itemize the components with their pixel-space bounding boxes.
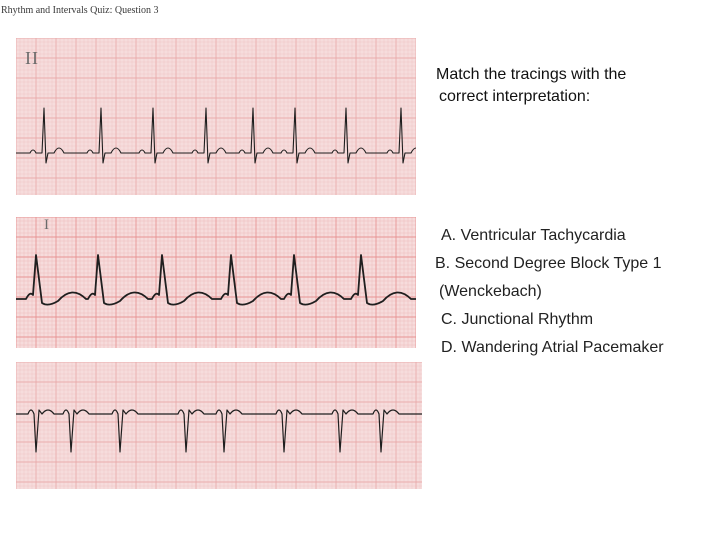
prompt-line-1: Match the tracings with the — [436, 66, 627, 83]
answer-options — [435, 222, 717, 362]
lead-label-1: II — [25, 48, 39, 68]
ecg-strip-2 — [16, 217, 416, 348]
lead-label-2: I — [44, 217, 49, 233]
ecg-trace — [16, 410, 422, 452]
ecg-grid — [16, 38, 416, 195]
option-b-continued: (Wenckebach) — [439, 283, 542, 300]
option-c: C. Junctional Rhythm — [441, 311, 594, 328]
ecg-grid — [16, 362, 422, 489]
question-prompt — [436, 64, 716, 108]
ecg-strip-1 — [16, 38, 416, 195]
prompt-line-2: correct interpretation: — [439, 88, 591, 105]
quiz-title: Rhythm and Intervals Quiz: Question 3 — [1, 5, 159, 16]
ecg-tracing-2 — [16, 217, 416, 348]
option-b: B. Second Degree Block Type 1 — [435, 255, 662, 272]
ecg-tracing-3 — [16, 362, 422, 489]
ecg-grid — [16, 217, 416, 348]
ecg-strip-3 — [16, 362, 422, 489]
option-a: A. Ventricular Tachycardia — [441, 227, 626, 244]
option-d: D. Wandering Atrial Pacemaker — [441, 339, 664, 356]
ecg-tracing-1 — [16, 38, 416, 195]
